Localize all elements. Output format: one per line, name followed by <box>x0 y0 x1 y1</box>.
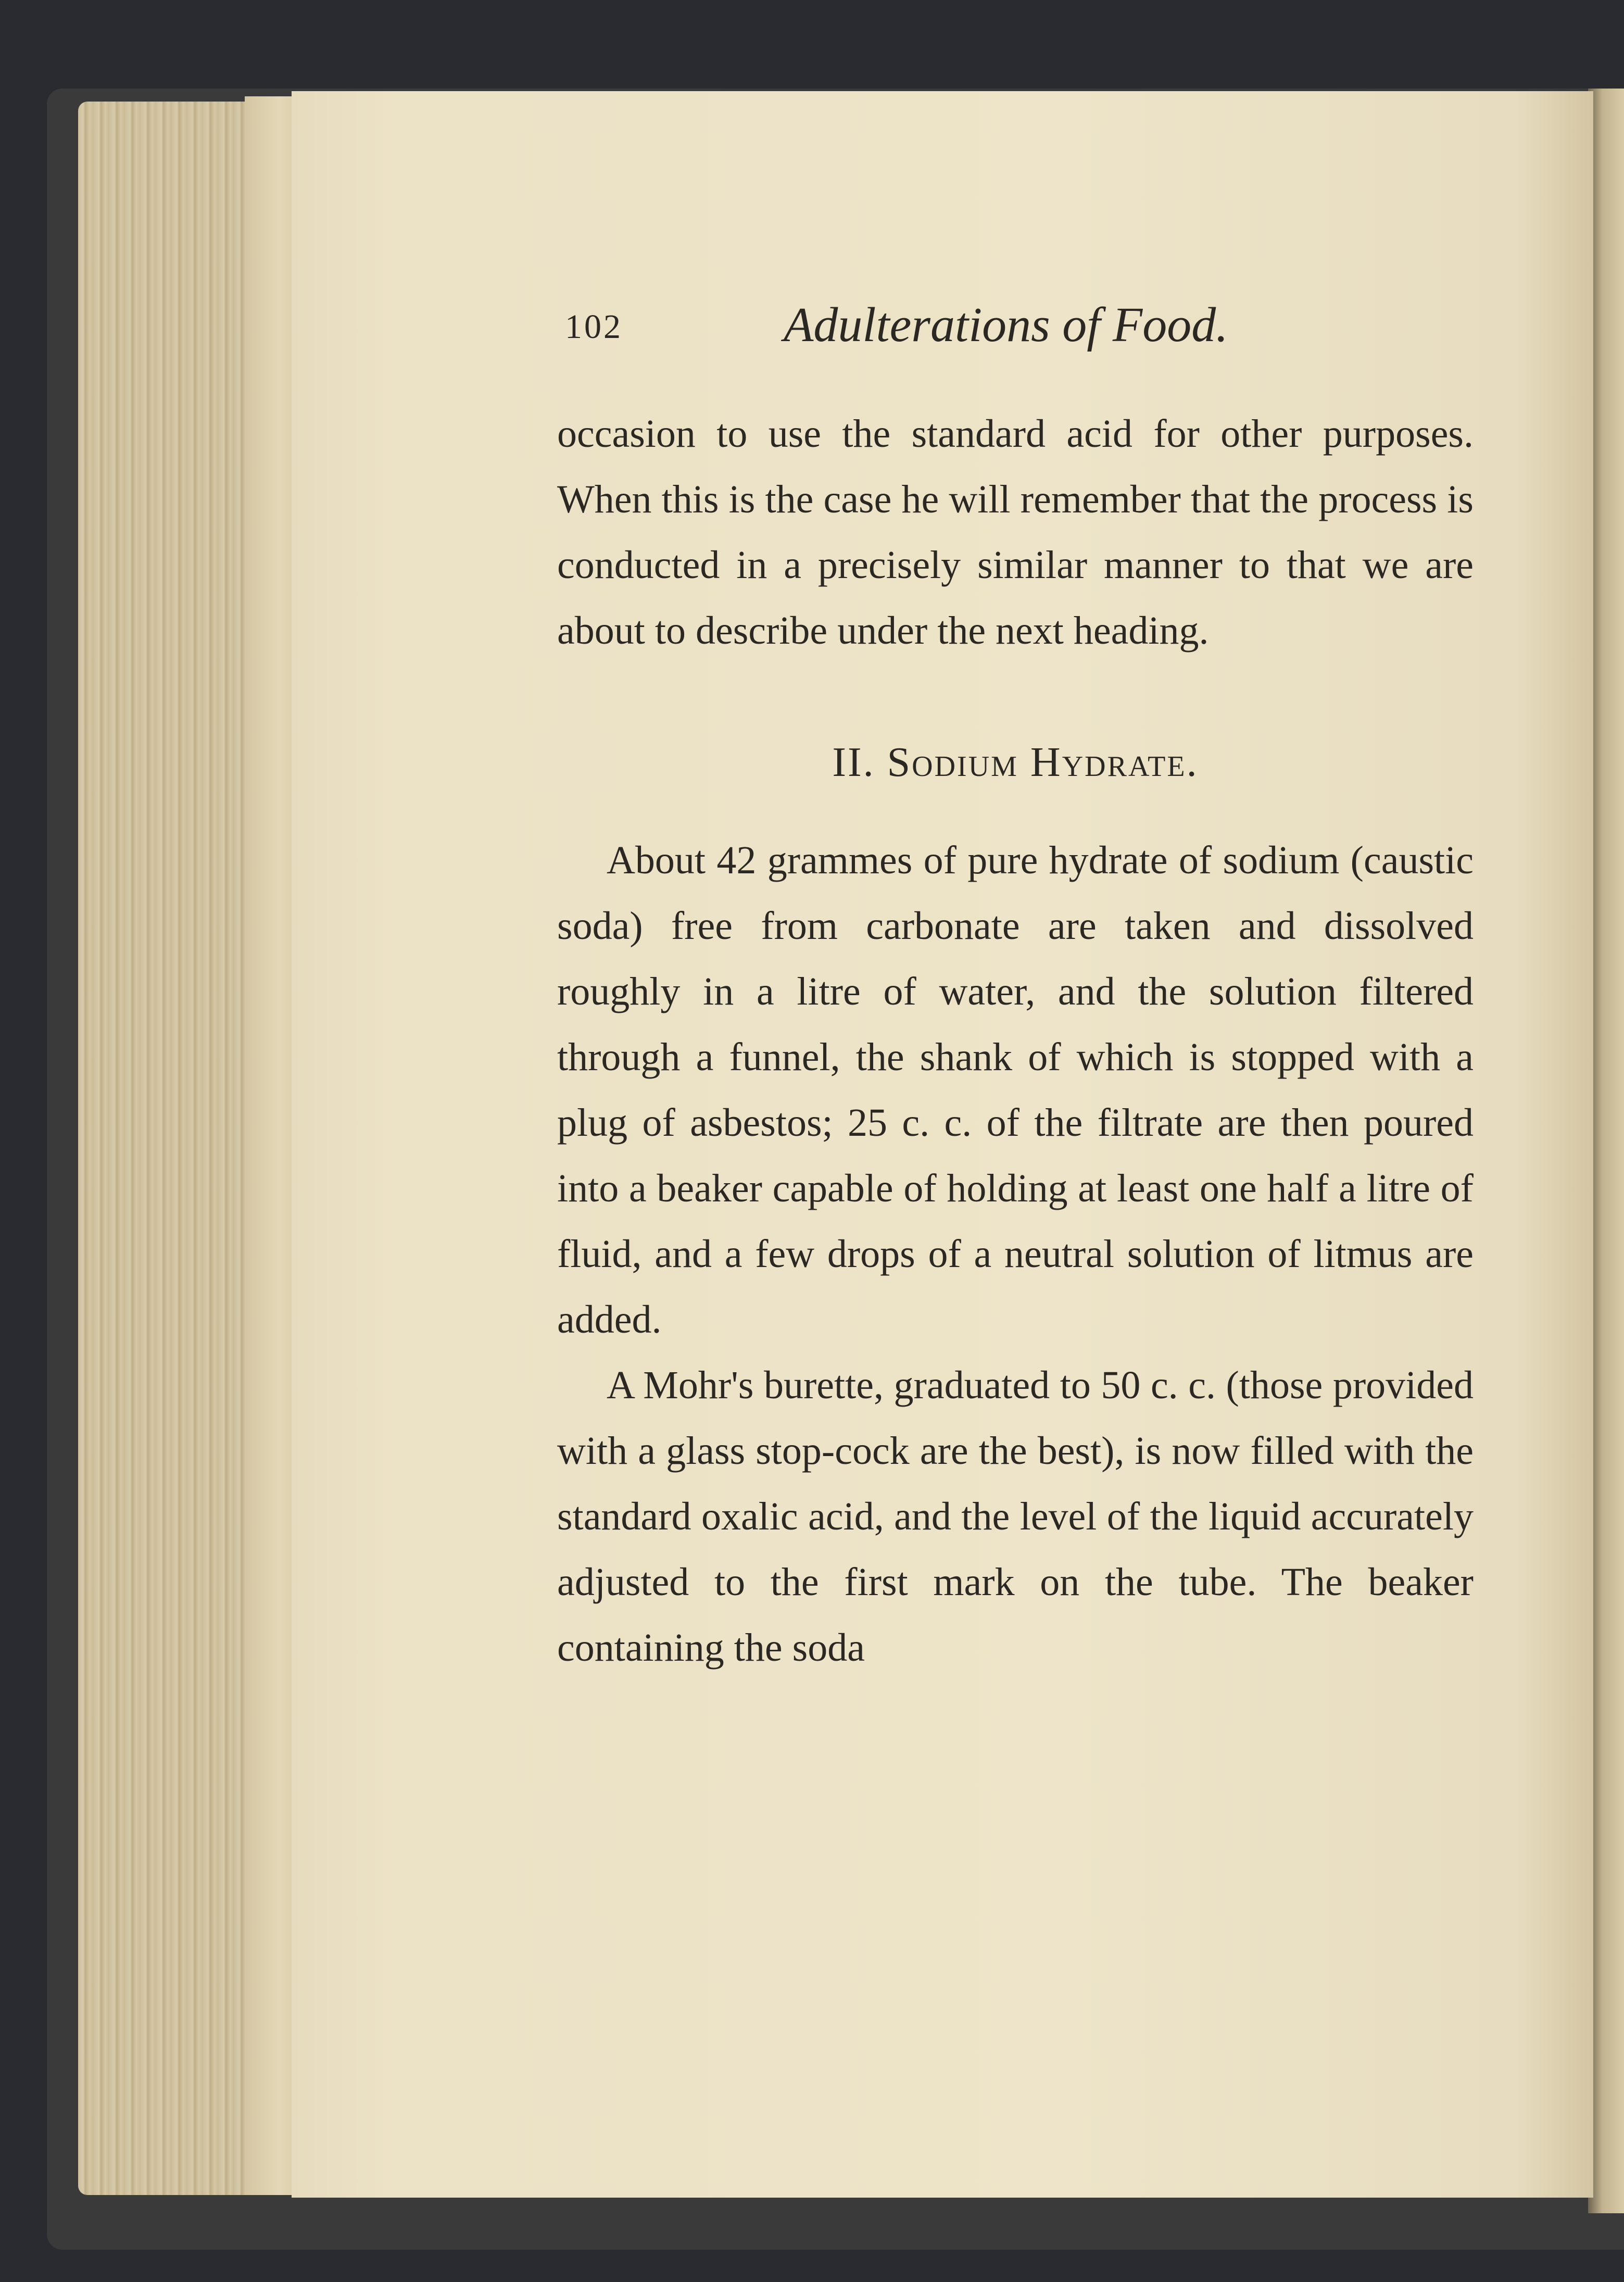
running-title: Adulterations of Food. <box>784 298 1228 352</box>
paragraph-sodium-hydrate: About 42 grammes of pure hydrate of sodium (caustic soda) free from carbonate are taken and dissolved roughly in a litre of water, and the solution filtered through a funnel, the shank of which is stopped with a plug of asbestos; 25 c. c. of the filtrate are then poured into a beaker capable of holding at least one half a litre of fluid, and a few drops of a neutral solution of litmus are added. <box>557 838 1474 1341</box>
body-text <box>557 401 1474 1681</box>
section-heading: II. Sodium Hydrate. <box>832 739 1199 785</box>
page-number: 102 <box>565 308 623 346</box>
paragraph-continued: occasion to use the standard acid for other purposes. When this is the case he will remember that the process is conducted in a precisely similar manner to that we are about to describe under the next heading. <box>557 412 1474 653</box>
facing-page-edge <box>1588 89 1624 2213</box>
running-head <box>565 297 1346 370</box>
paragraph-mohr-burette: A Mohr's burette, graduated to 50 c. c. (those provided with a glass stop-cock are the best), is now filled with the standard oxalic acid, and the level of the liquid accurately adjusted to the first mark on the tube. The beaker containing the soda <box>557 1363 1474 1670</box>
